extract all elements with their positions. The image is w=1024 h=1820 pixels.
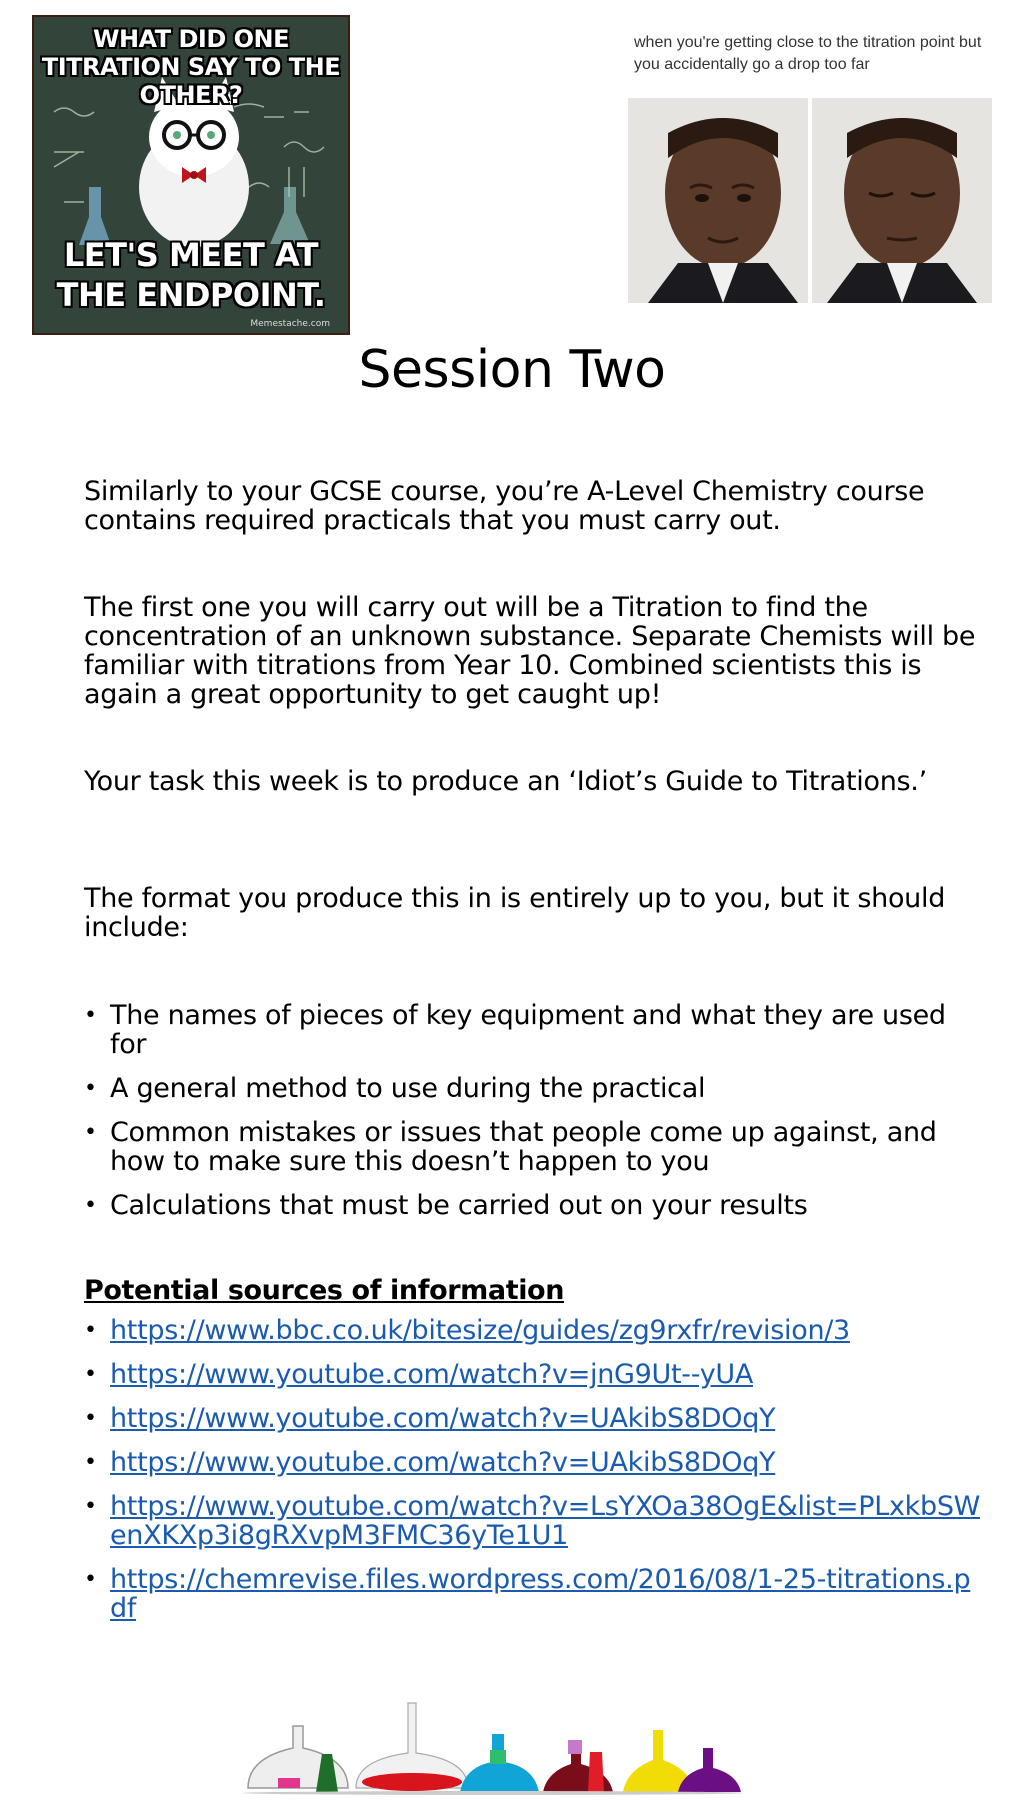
lab-glassware-illustration <box>238 1700 748 1795</box>
source-item <box>84 1565 984 1623</box>
list-item: • Common mistakes or issues that people come up against, and how to make sure this doesn’t happen to you <box>84 1118 984 1176</box>
source-link-youtube-3[interactable]: https://www.youtube.com/watch?v=UAkibS8DOqY <box>110 1447 776 1478</box>
list-item: • Calculations that must be carried out on your results <box>84 1191 984 1220</box>
paragraph-text: Your task this week is to produce an ‘Idiot’s Guide to Titrations.’ <box>84 766 927 797</box>
chemistry-cat-meme <box>32 15 350 335</box>
source-item <box>84 1404 984 1433</box>
man-face-panel-1 <box>628 98 808 303</box>
man-face-panel-2 <box>812 98 992 303</box>
task-paragraph <box>84 767 984 796</box>
list-item: • The names of pieces of key equipment and what they are used for <box>84 1001 984 1059</box>
meme-top-text: WHAT DID ONE TITRATION SAY TO THE OTHER? <box>41 25 341 109</box>
source-link-youtube-playlist[interactable]: https://www.youtube.com/watch?v=LsYXOa38OgE&list=PLxkbSWenXKXp3i8gRXvpM3FMC36yTe1U1 <box>110 1491 981 1551</box>
titration-meme <box>628 30 998 305</box>
paragraph-text: The format you produce this in is entirely up to you, but it should include: <box>84 883 946 943</box>
source-item <box>84 1316 984 1345</box>
paragraph-text: The first one you will carry out will be a Titration to find the concentration of an unknown substance. Separate Chemists will be familiar with titrations from Year 10. Combined scientists this is again a great opportunity to get caught up! <box>84 592 976 710</box>
source-link-bbc[interactable]: https://www.bbc.co.uk/bitesize/guides/zg9rxfr/revision/3 <box>110 1315 850 1346</box>
source-item <box>84 1360 984 1389</box>
source-link-youtube-1[interactable]: https://www.youtube.com/watch?v=jnG9Ut--yUA <box>110 1359 754 1390</box>
source-item <box>84 1492 984 1550</box>
source-link-chemrevise[interactable]: https://chemrevise.files.wordpress.com/2016/08/1-25-titrations.pdf <box>110 1564 971 1624</box>
meme-bottom-text: LET'S MEET AT THE ENDPOINT. <box>56 236 326 314</box>
sources-list <box>84 1316 984 1638</box>
paragraph-text: Similarly to your GCSE course, you’re A-Level Chemistry course contains required practicals that you must carry out. <box>84 476 925 536</box>
source-item <box>84 1448 984 1477</box>
sources-heading: Potential sources of information <box>84 1275 565 1306</box>
format-paragraph <box>84 884 984 942</box>
titration-meme-caption: when you're getting close to the titration point but you accidentally go a drop too far <box>634 34 982 73</box>
intro-paragraph <box>84 477 984 535</box>
list-item: • A general method to use during the practical <box>84 1074 984 1103</box>
source-link-youtube-2[interactable]: https://www.youtube.com/watch?v=UAkibS8DOqY <box>110 1403 776 1434</box>
page-title: Session Two <box>358 340 666 400</box>
meme-watermark: Memestache.com <box>250 319 330 329</box>
include-list <box>84 1001 984 1220</box>
titration-paragraph <box>84 593 984 709</box>
